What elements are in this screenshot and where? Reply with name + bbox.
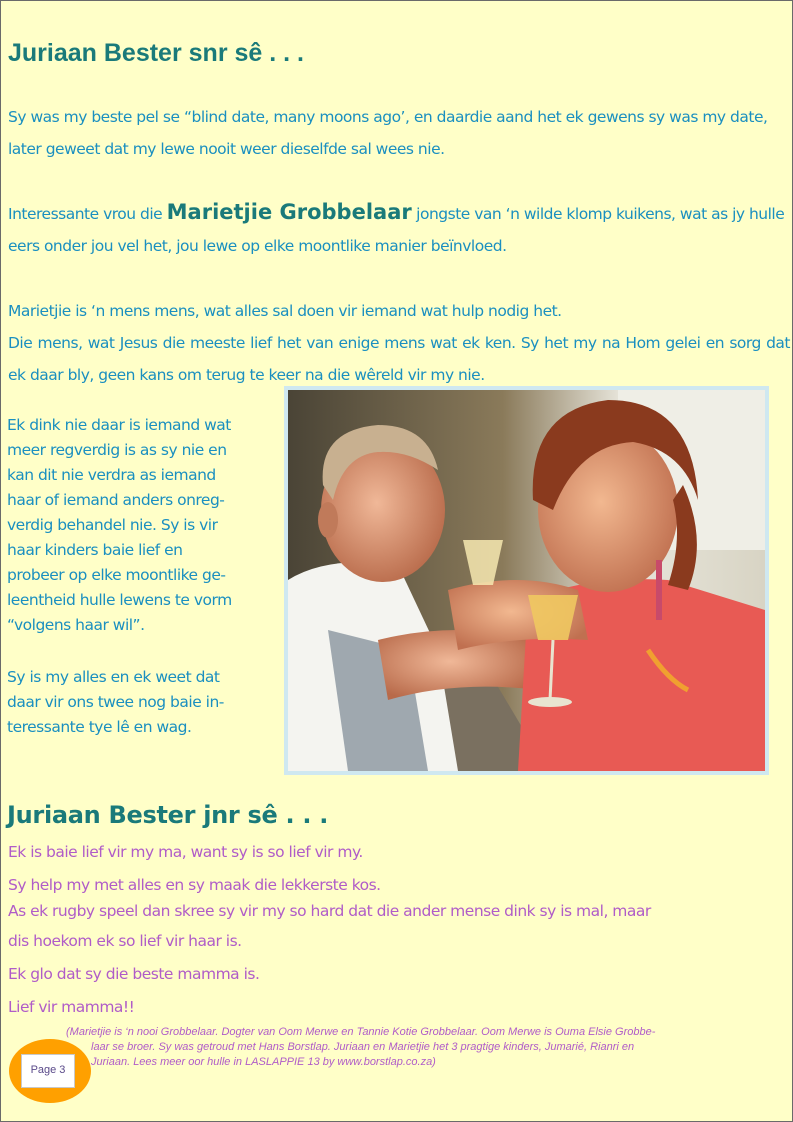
left-line: teressante tye lê en wag. <box>7 718 192 736</box>
left-column-text <box>7 413 279 740</box>
jnr-line: Sy help my met alles en sy maak die lekkerste kos. <box>8 876 381 894</box>
page-number-label: Page 3 <box>30 1064 66 1076</box>
jnr-line: As ek rugby speel dan skree sy vir my so hard dat die ander mense dink sy is mal, maar <box>8 902 651 920</box>
page-number-badge <box>9 1039 91 1103</box>
left-line: haar kinders baie lief en <box>7 541 183 559</box>
left-line: Sy is my alles en ek weet dat <box>7 668 220 686</box>
p3-line1: Marietjie is ‘n mens mens, wat alles sal doen vir iemand wat hulp nodig het. <box>8 302 562 320</box>
spacer <box>7 638 279 665</box>
paragraph-mens-mens <box>8 295 790 391</box>
p2-pre: Interessante vrou die <box>8 205 167 223</box>
p3-line2: Die mens, wat Jesus die meeste lief het van enige mens wat ek ken. Sy het my na Hom gelei en sorg dat ek daar bly, geen kans om terug te keer na die wêreld vir my nie. <box>8 334 790 384</box>
left-line: meer regverdig is as sy nie en <box>7 441 227 459</box>
note-line: Juriaan. Lees meer oor hulle in LASLAPPIE 13 by www.borstlap.co.za) <box>91 1056 436 1068</box>
family-note <box>66 1025 786 1070</box>
name-marietjie: Marietjie Grobbelaar <box>166 200 412 224</box>
jnr-line: dis hoekom ek so lief vir haar is. <box>8 932 242 950</box>
left-line: Ek dink nie daar is iemand wat <box>7 416 231 434</box>
paragraph-interessante-vrou <box>8 196 788 262</box>
couple-photo-illustration <box>288 390 765 771</box>
note-line: (Marietjie is ‘n nooi Grobbelaar. Dogter van Oom Merwe en Tannie Kotie Grobbelaar. Oom Merwe is Ouma Elsie Grobbe- <box>66 1026 656 1038</box>
note-line: laar se broer. Sy was getroud met Hans Borstlap. Juriaan en Marietjie het 3 pragtige kinders, Jumarié, Rianri en <box>91 1041 635 1053</box>
jnr-line: Lief vir mamma!! <box>8 998 135 1016</box>
couple-photo <box>284 386 769 775</box>
p2-post: jongste van ‘n wilde klomp kuikens, wat as jy hulle eers onder jou vel het, jou lewe op elke moontlike manier beïnvloed. <box>8 205 785 255</box>
heading-jnr: Juriaan Bester jnr sê . . . <box>7 801 329 829</box>
jnr-line: Ek glo dat sy die beste mamma is. <box>8 965 260 983</box>
left-line: kan dit nie verdra as iemand <box>7 466 216 484</box>
page-number-box <box>21 1054 75 1088</box>
jnr-line: Ek is baie lief vir my ma, want sy is so lief vir my. <box>8 843 363 861</box>
left-line: daar vir ons twee nog baie in- <box>7 693 224 711</box>
left-line: haar of iemand anders onreg- <box>7 491 225 509</box>
left-line: leentheid hulle lewens te vorm <box>7 591 232 609</box>
heading-snr: Juriaan Bester snr sê . . . <box>8 39 304 67</box>
left-line: “volgens haar wil”. <box>7 616 145 634</box>
paragraph-blind-date: Sy was my beste pel se “blind date, many moons ago’, en daardie aand het ek gewens sy was my date, later geweet dat my lewe nooit weer dieselfde sal wees nie. <box>8 108 768 158</box>
left-line: probeer op elke moontlike ge- <box>7 566 226 584</box>
left-line: verdig behandel nie. Sy is vir <box>7 516 218 534</box>
